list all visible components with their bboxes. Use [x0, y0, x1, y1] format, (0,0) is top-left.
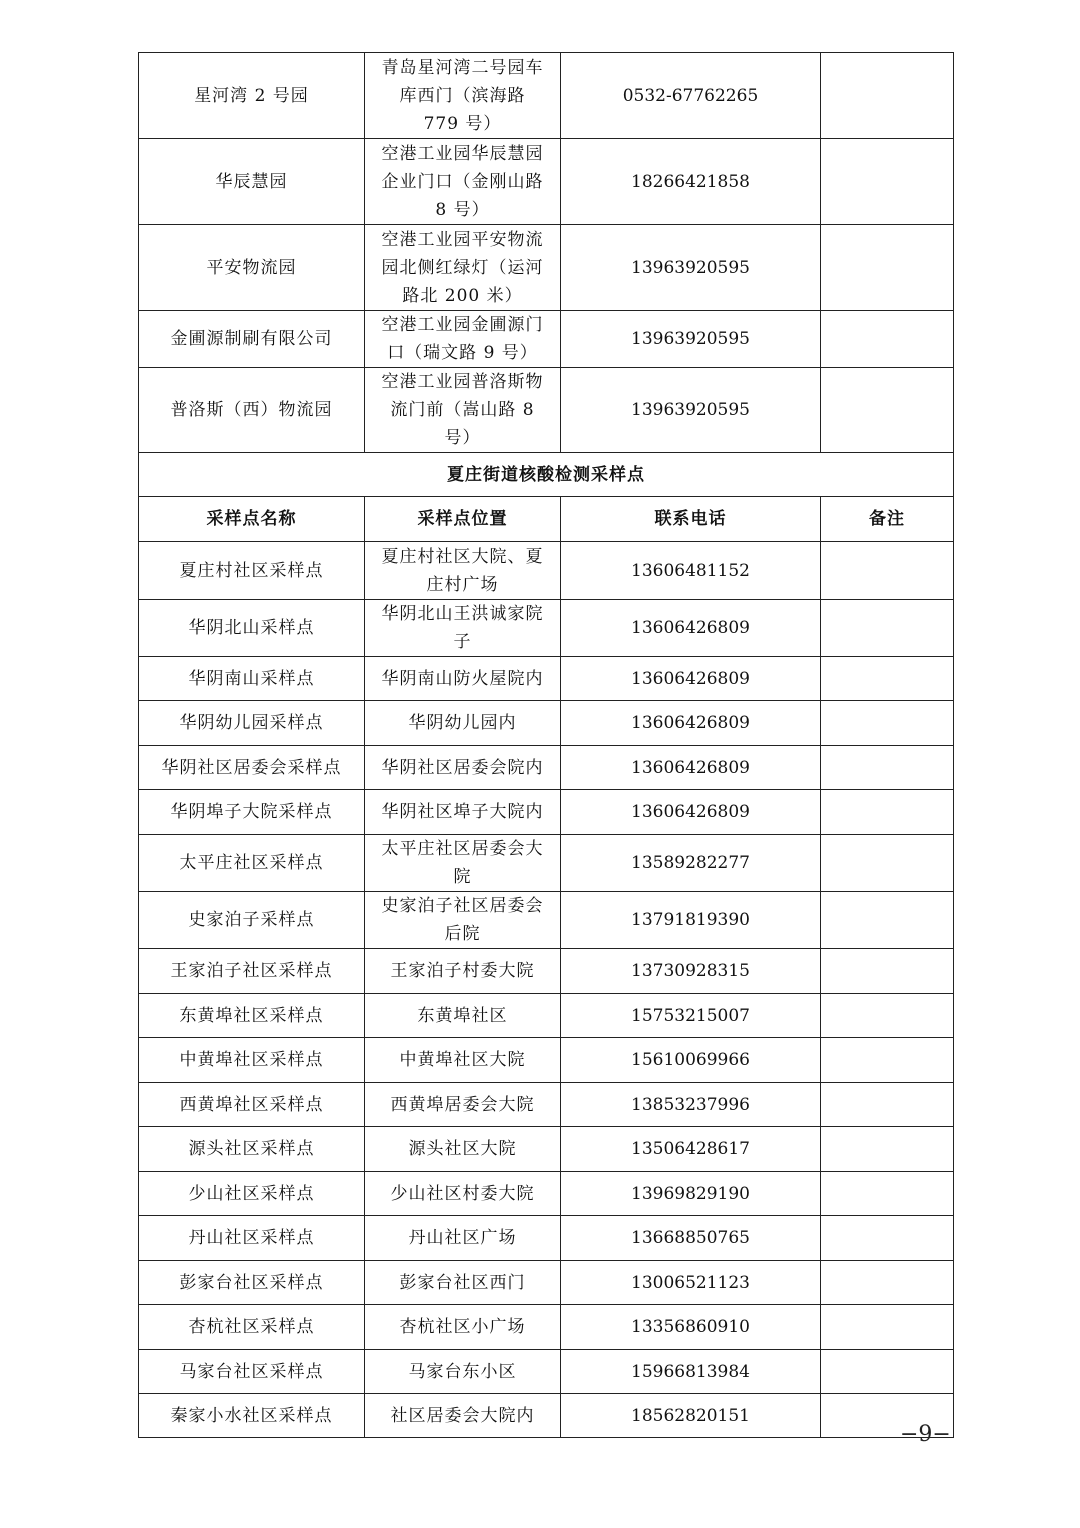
site-phone: 13963920595 — [561, 368, 821, 453]
site-note — [821, 892, 954, 949]
table-row — [139, 1216, 954, 1261]
site-phone: 18562820151 — [561, 1394, 821, 1438]
site-name: 华阴幼儿园采样点 — [139, 701, 365, 746]
site-location: 少山社区村委大院 — [365, 1172, 561, 1216]
table-row — [139, 1038, 954, 1083]
site-note — [821, 701, 954, 746]
table-row — [139, 53, 954, 139]
table-row — [139, 701, 954, 746]
site-note — [821, 1127, 954, 1172]
site-name: 中黄埠社区采样点 — [139, 1038, 365, 1083]
site-phone: 13006521123 — [561, 1261, 821, 1305]
site-note — [821, 1216, 954, 1261]
site-note — [821, 1261, 954, 1305]
site-location: 源头社区大院 — [365, 1127, 561, 1172]
site-note — [821, 949, 954, 994]
site-phone: 15966813984 — [561, 1350, 821, 1394]
site-location: 空港工业园金圃源门口（瑞文路 9 号） — [365, 311, 561, 368]
page-number: −9− — [900, 1422, 951, 1447]
header-location: 采样点位置 — [365, 497, 561, 542]
site-phone: 18266421858 — [561, 139, 821, 225]
site-name: 彭家台社区采样点 — [139, 1261, 365, 1305]
site-note — [821, 600, 954, 657]
top-rows — [139, 53, 954, 453]
table-row — [139, 225, 954, 311]
sampling-sites-table — [138, 52, 954, 1438]
site-note — [821, 994, 954, 1038]
site-phone: 13356860910 — [561, 1305, 821, 1350]
site-name: 太平庄社区采样点 — [139, 835, 365, 892]
site-phone: 13668850765 — [561, 1216, 821, 1261]
data-rows — [139, 542, 954, 1438]
site-location: 青岛星河湾二号园车库西门（滨海路 779 号） — [365, 53, 561, 139]
site-phone: 13606481152 — [561, 542, 821, 600]
site-name: 王家泊子社区采样点 — [139, 949, 365, 994]
site-phone: 13963920595 — [561, 311, 821, 368]
site-phone: 15753215007 — [561, 994, 821, 1038]
site-note — [821, 311, 954, 368]
site-location: 王家泊子村委大院 — [365, 949, 561, 994]
site-note — [821, 1038, 954, 1083]
site-phone: 13606426809 — [561, 657, 821, 701]
site-phone: 13791819390 — [561, 892, 821, 949]
site-name: 史家泊子采样点 — [139, 892, 365, 949]
site-name: 普洛斯（西）物流园 — [139, 368, 365, 453]
site-note — [821, 657, 954, 701]
site-phone: 13853237996 — [561, 1083, 821, 1127]
site-note — [821, 542, 954, 600]
section-title: 夏庄街道核酸检测采样点 — [139, 453, 954, 497]
site-phone: 0532-67762265 — [561, 53, 821, 139]
site-phone: 15610069966 — [561, 1038, 821, 1083]
table-row — [139, 994, 954, 1038]
table-row — [139, 835, 954, 892]
header-note: 备注 — [821, 497, 954, 542]
site-location: 西黄埠居委会大院 — [365, 1083, 561, 1127]
site-phone: 13730928315 — [561, 949, 821, 994]
site-phone: 13963920595 — [561, 225, 821, 311]
site-name: 平安物流园 — [139, 225, 365, 311]
site-location: 空港工业园平安物流园北侧红绿灯（运河路北 200 米） — [365, 225, 561, 311]
site-note — [821, 1350, 954, 1394]
table-row — [139, 600, 954, 657]
site-name: 华阴埠子大院采样点 — [139, 790, 365, 835]
site-note — [821, 1305, 954, 1350]
section-row — [139, 453, 954, 497]
table-row — [139, 368, 954, 453]
site-phone: 13606426809 — [561, 790, 821, 835]
site-location: 社区居委会大院内 — [365, 1394, 561, 1438]
header-name: 采样点名称 — [139, 497, 365, 542]
site-name: 夏庄村社区采样点 — [139, 542, 365, 600]
site-phone: 13606426809 — [561, 746, 821, 790]
table-row — [139, 1350, 954, 1394]
site-location: 东黄埠社区 — [365, 994, 561, 1038]
site-phone: 13506428617 — [561, 1127, 821, 1172]
site-location: 杏杭社区小广场 — [365, 1305, 561, 1350]
site-location: 空港工业园普洛斯物流门前（嵩山路 8 号） — [365, 368, 561, 453]
site-note — [821, 1083, 954, 1127]
site-note — [821, 790, 954, 835]
table-row — [139, 657, 954, 701]
site-location: 夏庄村社区大院、夏庄村广场 — [365, 542, 561, 600]
site-name: 华阴北山采样点 — [139, 600, 365, 657]
site-location: 太平庄社区居委会大院 — [365, 835, 561, 892]
site-name: 西黄埠社区采样点 — [139, 1083, 365, 1127]
table-row — [139, 790, 954, 835]
table-row — [139, 1305, 954, 1350]
site-name: 少山社区采样点 — [139, 1172, 365, 1216]
site-name: 源头社区采样点 — [139, 1127, 365, 1172]
site-name: 马家台社区采样点 — [139, 1350, 365, 1394]
site-location: 史家泊子社区居委会后院 — [365, 892, 561, 949]
site-location: 华阴社区居委会院内 — [365, 746, 561, 790]
table-row — [139, 139, 954, 225]
site-location: 华阴幼儿园内 — [365, 701, 561, 746]
header-phone: 联系电话 — [561, 497, 821, 542]
site-phone: 13969829190 — [561, 1172, 821, 1216]
table-row — [139, 746, 954, 790]
site-location: 空港工业园华辰慧园企业门口（金刚山路 8 号） — [365, 139, 561, 225]
site-note — [821, 1172, 954, 1216]
table-row — [139, 311, 954, 368]
site-location: 中黄埠社区大院 — [365, 1038, 561, 1083]
site-name: 秦家小水社区采样点 — [139, 1394, 365, 1438]
table-row — [139, 892, 954, 949]
site-note — [821, 368, 954, 453]
site-name: 华阴社区居委会采样点 — [139, 746, 365, 790]
site-phone: 13606426809 — [561, 701, 821, 746]
table-row — [139, 542, 954, 600]
table-row — [139, 1083, 954, 1127]
site-location: 马家台东小区 — [365, 1350, 561, 1394]
site-name: 星河湾 2 号园 — [139, 53, 365, 139]
table-row — [139, 1261, 954, 1305]
site-name: 华阴南山采样点 — [139, 657, 365, 701]
site-location: 华阴社区埠子大院内 — [365, 790, 561, 835]
header-row — [139, 497, 954, 542]
site-location: 华阴北山王洪诚家院子 — [365, 600, 561, 657]
site-note — [821, 835, 954, 892]
section-block — [139, 453, 954, 542]
table-row — [139, 949, 954, 994]
table-row — [139, 1127, 954, 1172]
site-note — [821, 53, 954, 139]
site-name: 丹山社区采样点 — [139, 1216, 365, 1261]
site-name: 华辰慧园 — [139, 139, 365, 225]
table-row — [139, 1394, 954, 1438]
site-location: 华阴南山防火屋院内 — [365, 657, 561, 701]
site-note — [821, 746, 954, 790]
site-name: 金圃源制刷有限公司 — [139, 311, 365, 368]
site-location: 丹山社区广场 — [365, 1216, 561, 1261]
site-note — [821, 225, 954, 311]
site-name: 东黄埠社区采样点 — [139, 994, 365, 1038]
table-row — [139, 1172, 954, 1216]
site-note — [821, 139, 954, 225]
site-phone: 13589282277 — [561, 835, 821, 892]
site-location: 彭家台社区西门 — [365, 1261, 561, 1305]
site-phone: 13606426809 — [561, 600, 821, 657]
site-name: 杏杭社区采样点 — [139, 1305, 365, 1350]
